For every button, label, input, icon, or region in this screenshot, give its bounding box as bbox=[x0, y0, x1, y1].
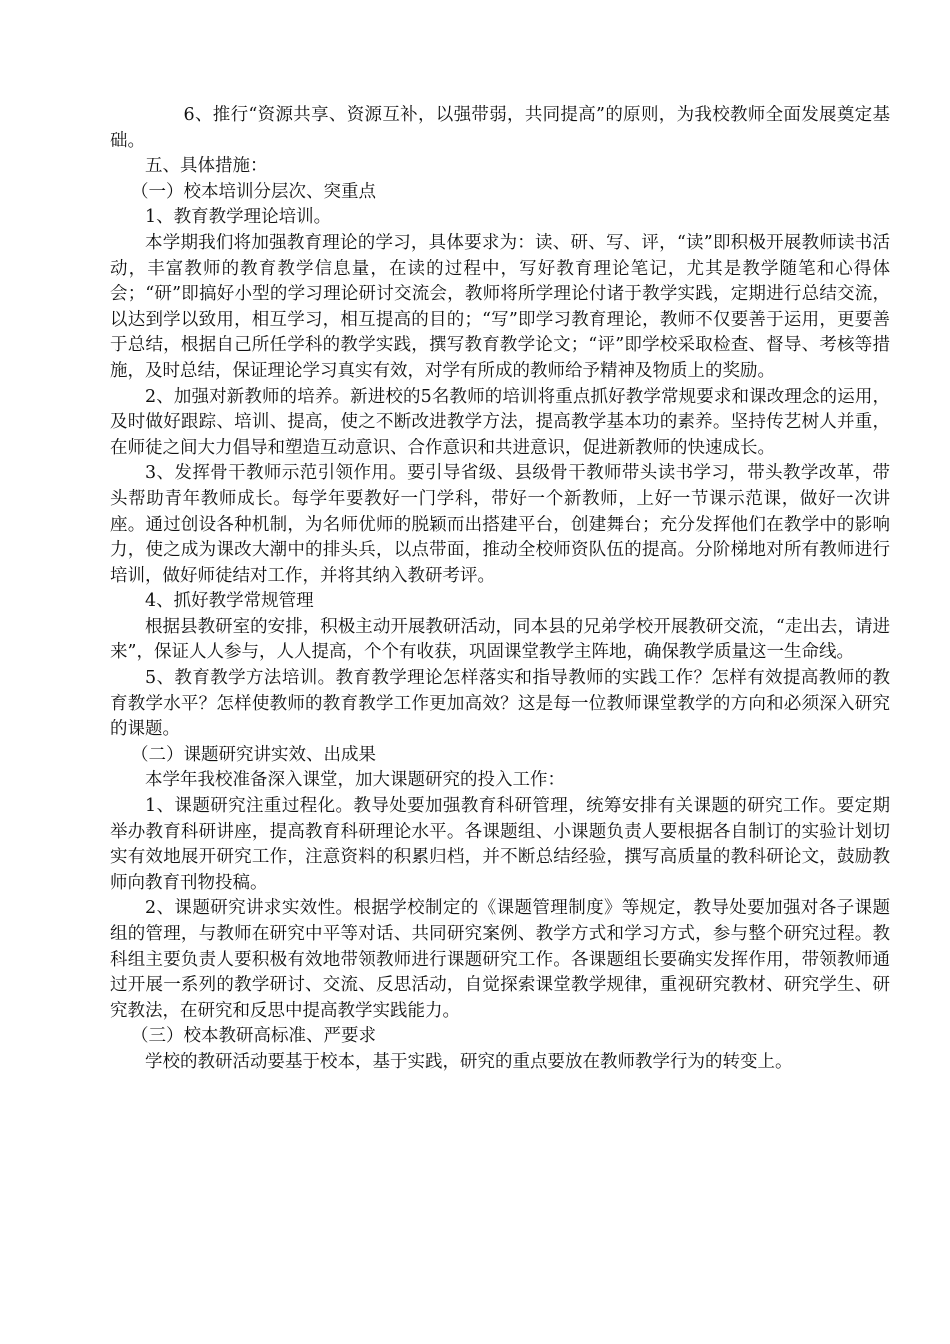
paragraph-theory-study: 本学期我们将加强教育理论的学习，具体要求为：读、研、写、评，“读”即积极开展教师读书活动，丰富教师的教育教学信息量，在读的过程中，写好教育理论笔记，尤其是教学随笔和心得体会；“研”即搞好小型的学习理论研讨交流会，教师将所学理论付诸于教学实践，定期进行总结交流，以达到学以致用，相互学习，相互提高的目的；“写”即学习教育理论，教师不仅要善于运用，更要善于总结，根据自己所任学科的教学实践，撰写教育教学论文；“评”即学校采取检查、督导、考核等措施，及时总结，保证理论学习真实有效，对学有所成的教师给予精神及物质上的奖励。 bbox=[110, 232, 890, 381]
subsection-heading-training: （一）校本培训分层次、突重点 bbox=[131, 181, 376, 202]
paragraph-research-intro: 本学年我校准备深入课堂，加大课题研究的投入工作： bbox=[145, 770, 565, 791]
section-heading-measures: 五、具体措施： bbox=[145, 156, 268, 177]
paragraph-key-teachers: 3、发挥骨干教师示范引领作用。要引导省级、县级骨干教师带头读书学习，带头教学改革，带头帮助青年教师成长。每学年要教好一门学科，带好一个新教师，上好一节课示范课，做好一次讲座。通过创设各种机制，为名师优师的脱颖而出搭建平台，创建舞台；充分发挥他们在教学中的影响力，使之成为课改大潮中的排头兵，以点带面，推动全校师资队伍的提高。分阶梯地对所有教师进行培训，做好师徒结对工作，并将其纳入教研考评。 bbox=[110, 463, 890, 586]
item-heading-theory-training: 1、教育教学理论培训。 bbox=[145, 207, 332, 228]
paragraph-research-effectiveness: 2、课题研究讲求实效性。根据学校制定的《课题管理制度》等规定，教导处要加强对各子课题组的管理，与教师在研究中平等对话、共同研究案例、教学方式和学习方式，参与整个研究过程。教科组主要负责人要积极有效地带领教师进行课题研究工作。各课题组长要确实发挥作用，带领教师通过开展一系列的教学研讨、交流、反思活动，自觉探索课堂教学规律，重视研究教材、研究学生、研究教法，在研究和反思中提高教学实践能力。 bbox=[110, 898, 890, 1021]
paragraph-new-teachers: 2、加强对新教师的培养。新进校的5名教师的培训将重点抓好教学常规要求和课改理念的运用，及时做好跟踪、培训、提高，使之不断改进教学方法，提高教学基本功的素养。坚持传艺树人并重，在师徒之间大力倡导和塑造互动意识、合作意识和共进意识，促进新教师的快速成长。 bbox=[110, 386, 890, 458]
item-heading-routine-management: 4、抓好教学常规管理 bbox=[145, 591, 314, 612]
subsection-heading-research: （二）课题研究讲实效、出成果 bbox=[131, 744, 376, 765]
paragraph-method-training: 5、教育教学方法培训。教育教学理论怎样落实和指导教师的实践工作？怎样有效提高教师的教育教学水平？怎样使教师的教育教学工作更加高效？这是每一位教师课堂教学的方向和必须深入研究的课题。 bbox=[110, 668, 890, 740]
paragraph-research-process: 1、课题研究注重过程化。教导处要加强教育科研管理，统筹安排有关课题的研究工作。要定期举办教育科研讲座，提高教育科研理论水平。各课题组、小课题负责人要根据各自制订的实验计划切实有效地展开研究工作，注意资料的积累归档，并不断总结经验，撰写高质量的教科研论文，鼓励教师向教育刊物投稿。 bbox=[110, 796, 890, 893]
paragraph-school-research: 学校的教研活动要基于校本，基于实践，研究的重点要放在教师教学行为的转变上。 bbox=[145, 1051, 793, 1072]
subsection-heading-school-research: （三）校本教研高标准、严要求 bbox=[131, 1026, 376, 1047]
paragraph-principle-6: 6、推行“资源共享、资源互补，以强带弱，共同提高”的原则，为我校教师全面发展奠定基础。 bbox=[110, 105, 890, 151]
paragraph-routine-management: 根据县教研室的安排，积极主动开展教研活动，同本县的兄弟学校开展教研交流，“走出去，请进来”，保证人人参与，人人提高，个个有收获，巩固课堂教学主阵地，确保教学质量这一生命线。 bbox=[110, 616, 890, 663]
